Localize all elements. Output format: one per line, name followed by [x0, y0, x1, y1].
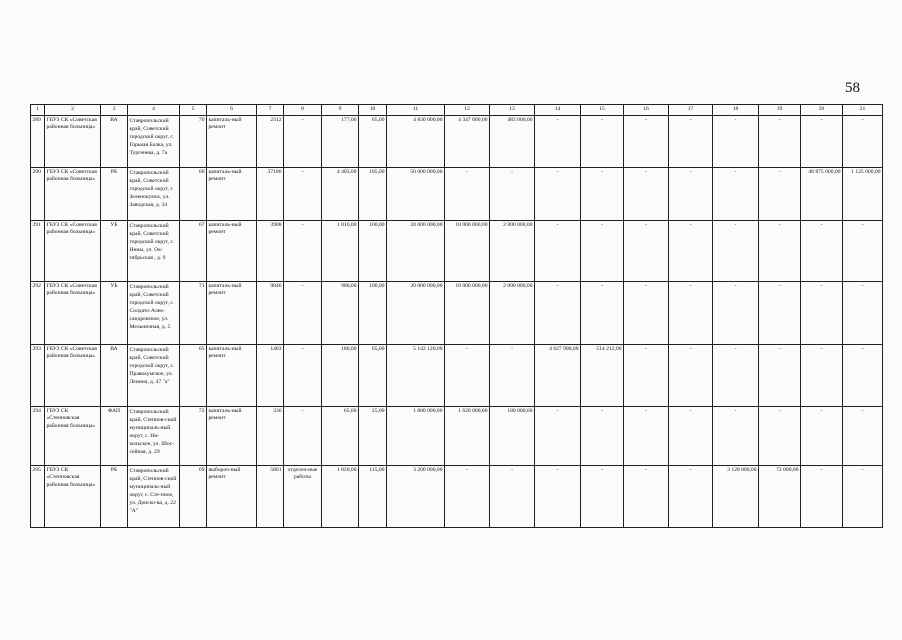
value-9: 1 820,00 — [322, 466, 359, 528]
work-details: отделоч-ные работы — [284, 466, 322, 528]
table-row — [31, 282, 883, 345]
address: Ставропольский край, Степнов-ский муниципаль-ный округ, с. Ни-кольское, ул. Шос-сейная, д. 29 — [128, 407, 180, 466]
line-number: 70 — [180, 116, 207, 168]
cost-16: - — [624, 407, 669, 466]
cost-19: - — [759, 221, 801, 282]
line-number: 71 — [180, 282, 207, 345]
cost-20: - — [801, 407, 843, 466]
cost-15: - — [581, 282, 624, 345]
total-cost: 1 800 000,00 — [387, 407, 445, 466]
cost-13: 2 000 000,00 — [490, 221, 535, 282]
column-number-11: 11 — [387, 105, 445, 116]
cost-13: 483 000,00 — [490, 116, 535, 168]
cost-18: - — [713, 168, 759, 221]
institution-name: ГБУЗ СК «Степновская районная больница» — [45, 466, 101, 528]
column-number-4: 4 — [128, 105, 180, 116]
column-number-6: 6 — [207, 105, 257, 116]
facility-type: ВА — [101, 116, 128, 168]
cost-21: - — [843, 221, 883, 282]
cost-15: - — [581, 407, 624, 466]
value-10: 100,00 — [359, 221, 387, 282]
facility-type: УБ — [101, 282, 128, 345]
column-number-8: 8 — [284, 105, 322, 116]
address: Ставропольский край, Степнов-ский муниципаль-ный округ, с. Сте-пное, ул. Донско-ва, д. 22 "А" — [128, 466, 180, 528]
column-number-9: 9 — [322, 105, 359, 116]
cost-17: - — [669, 407, 713, 466]
cost-18: - — [713, 282, 759, 345]
table-row — [31, 116, 883, 168]
column-number-13: 13 — [490, 105, 535, 116]
column-number-17: 17 — [669, 105, 713, 116]
cost-17: - — [669, 282, 713, 345]
cost-18: - — [713, 116, 759, 168]
cost-14: - — [535, 221, 581, 282]
column-number-10: 10 — [359, 105, 387, 116]
row-number: 291 — [31, 221, 45, 282]
cost-13: - — [490, 466, 535, 528]
institution-name: ГБУЗ СК «Советская районная больница» — [45, 282, 101, 345]
area-value: 37186 — [257, 168, 284, 221]
cost-12: - — [445, 345, 490, 407]
table-row — [31, 168, 883, 221]
cost-14: 4 627 908,00 — [535, 345, 581, 407]
work-type: капиталь-ный ремонт — [207, 345, 257, 407]
column-number-2: 2 — [45, 105, 101, 116]
cost-16: - — [624, 282, 669, 345]
cost-21: 1 125 000,00 — [843, 168, 883, 221]
cost-21: - — [843, 116, 883, 168]
cost-20: - — [801, 116, 843, 168]
cost-21: - — [843, 345, 883, 407]
work-type: капиталь-ный ремонт — [207, 407, 257, 466]
total-cost: 4 830 000,00 — [387, 116, 445, 168]
cost-19: 72 000,00 — [759, 466, 801, 528]
value-9: 1 016,00 — [322, 221, 359, 282]
column-number-15: 15 — [581, 105, 624, 116]
value-9: 180,00 — [322, 345, 359, 407]
row-number: 292 — [31, 282, 45, 345]
cost-14: - — [535, 116, 581, 168]
line-number: 67 — [180, 221, 207, 282]
work-type: капиталь-ный ремонт — [207, 168, 257, 221]
value-9: 65,00 — [322, 407, 359, 466]
row-number: 294 — [31, 407, 45, 466]
cost-14: - — [535, 168, 581, 221]
line-number: 69 — [180, 466, 207, 528]
area-value: 1403 — [257, 345, 284, 407]
cost-16: - — [624, 168, 669, 221]
work-details: - — [284, 168, 322, 221]
area-value: 336 — [257, 407, 284, 466]
column-number-1: 1 — [31, 105, 45, 116]
table-row — [31, 221, 883, 282]
work-type: капиталь-ный ремонт — [207, 116, 257, 168]
work-details: - — [284, 282, 322, 345]
cost-15: - — [581, 168, 624, 221]
value-10: 105,00 — [359, 168, 387, 221]
work-type: капиталь-ный ремонт — [207, 221, 257, 282]
column-number-19: 19 — [759, 105, 801, 116]
column-number-18: 18 — [713, 105, 759, 116]
area-value: 9846 — [257, 282, 284, 345]
table-row — [31, 466, 883, 528]
area-value: 3908 — [257, 221, 284, 282]
cost-14: - — [535, 282, 581, 345]
facility-type: ВА — [101, 345, 128, 407]
work-type: выбороч-ный ремонт — [207, 466, 257, 528]
column-number-row — [31, 105, 883, 116]
cost-12: 4 347 000,00 — [445, 116, 490, 168]
work-details: - — [284, 221, 322, 282]
cost-14: - — [535, 407, 581, 466]
value-9: 4 403,00 — [322, 168, 359, 221]
table-row — [31, 345, 883, 407]
address: Ставропольский край, Советский городской округ, с. Солдато-Алек-сандровское, ул. Мельничная, д. 5 — [128, 282, 180, 345]
total-cost: 5 142 120,00 — [387, 345, 445, 407]
cost-20: - — [801, 345, 843, 407]
cost-20: - — [801, 221, 843, 282]
page-number: 58 — [845, 80, 860, 96]
cost-17: - — [669, 466, 713, 528]
cost-15: 514 212,00 — [581, 345, 624, 407]
cost-18: - — [713, 345, 759, 407]
cost-21: - — [843, 282, 883, 345]
work-details: - — [284, 345, 322, 407]
area-value: 5861 — [257, 466, 284, 528]
cost-21: - — [843, 466, 883, 528]
table-row — [31, 407, 883, 466]
work-details: - — [284, 116, 322, 168]
cost-18: 3 128 000,00 — [713, 466, 759, 528]
address: Ставропольский край, Советский городской округ, г. Зеленокумск, ул. Заводская, д. 34 — [128, 168, 180, 221]
cost-12: - — [445, 168, 490, 221]
cost-15: - — [581, 221, 624, 282]
cost-18: - — [713, 407, 759, 466]
cost-16: - — [624, 466, 669, 528]
institution-name: ГБУЗ СК «Степновская районная больница» — [45, 407, 101, 466]
cost-12: 1 620 000,00 — [445, 407, 490, 466]
column-number-20: 20 — [801, 105, 843, 116]
value-10: 65,00 — [359, 116, 387, 168]
cost-15: - — [581, 116, 624, 168]
facility-type: УБ — [101, 221, 128, 282]
column-number-3: 3 — [101, 105, 128, 116]
cost-16: - — [624, 345, 669, 407]
cost-16: - — [624, 221, 669, 282]
total-cost: 20 000 000,00 — [387, 282, 445, 345]
work-type: капиталь-ный ремонт — [207, 282, 257, 345]
value-10: 65,00 — [359, 345, 387, 407]
address: Ставропольский край, Советский городской округ, с. Правокумское, ул. Ленина, д. 47 "а" — [128, 345, 180, 407]
column-number-5: 5 — [180, 105, 207, 116]
institution-name: ГБУЗ СК «Советская районная больница» — [45, 116, 101, 168]
total-cost: 50 000 000,00 — [387, 168, 445, 221]
area-value: 2312 — [257, 116, 284, 168]
cost-13: - — [490, 168, 535, 221]
row-number: 293 — [31, 345, 45, 407]
facility-type: РБ — [101, 466, 128, 528]
column-number-14: 14 — [535, 105, 581, 116]
total-cost: 20 000 000,00 — [387, 221, 445, 282]
cost-13: 180 000,00 — [490, 407, 535, 466]
value-9: 980,00 — [322, 282, 359, 345]
cost-20: - — [801, 282, 843, 345]
cost-19: - — [759, 407, 801, 466]
row-number: 295 — [31, 466, 45, 528]
cost-19: - — [759, 168, 801, 221]
cost-19: - — [759, 282, 801, 345]
cost-13: 2 000 000,00 — [490, 282, 535, 345]
cost-19: - — [759, 345, 801, 407]
cost-15: - — [581, 466, 624, 528]
address: Ставропольский край, Советский городской округ, с. Нины, ул. Ок-тябрьская , д. 9 — [128, 221, 180, 282]
address: Ставропольский край, Советский городской округ, с. Горькая Балка, ул. Тургенева, д. 7а — [128, 116, 180, 168]
column-number-7: 7 — [257, 105, 284, 116]
cost-17: - — [669, 221, 713, 282]
total-cost: 3 200 000,00 — [387, 466, 445, 528]
cost-12: - — [445, 466, 490, 528]
institution-name: ГБУЗ СК «Советская районная больница» — [45, 345, 101, 407]
value-10: 100,00 — [359, 282, 387, 345]
cost-21: - — [843, 407, 883, 466]
cost-12: 18 000 000,00 — [445, 221, 490, 282]
line-number: 65 — [180, 345, 207, 407]
row-number: 290 — [31, 168, 45, 221]
value-9: 177,00 — [322, 116, 359, 168]
registry-table — [30, 104, 883, 528]
work-details: - — [284, 407, 322, 466]
institution-name: ГБУЗ СК «Советская районная больница» — [45, 221, 101, 282]
line-number: 66 — [180, 168, 207, 221]
cost-17: - — [669, 116, 713, 168]
value-10: 25,00 — [359, 407, 387, 466]
cost-20: - — [801, 466, 843, 528]
cost-14: - — [535, 466, 581, 528]
registry-body — [31, 116, 883, 528]
institution-name: ГБУЗ СК «Советская районная больница» — [45, 168, 101, 221]
value-10: 115,00 — [359, 466, 387, 528]
column-number-12: 12 — [445, 105, 490, 116]
cost-18: - — [713, 221, 759, 282]
row-number: 289 — [31, 116, 45, 168]
cost-19: - — [759, 116, 801, 168]
cost-16: - — [624, 116, 669, 168]
cost-20: 48 875 000,00 — [801, 168, 843, 221]
facility-type: РБ — [101, 168, 128, 221]
cost-17: - — [669, 168, 713, 221]
cost-17: - — [669, 345, 713, 407]
line-number: 72 — [180, 407, 207, 466]
column-number-21: 21 — [843, 105, 883, 116]
cost-12: 18 000 000,00 — [445, 282, 490, 345]
facility-type: ФАП — [101, 407, 128, 466]
cost-13: - — [490, 345, 535, 407]
column-number-16: 16 — [624, 105, 669, 116]
